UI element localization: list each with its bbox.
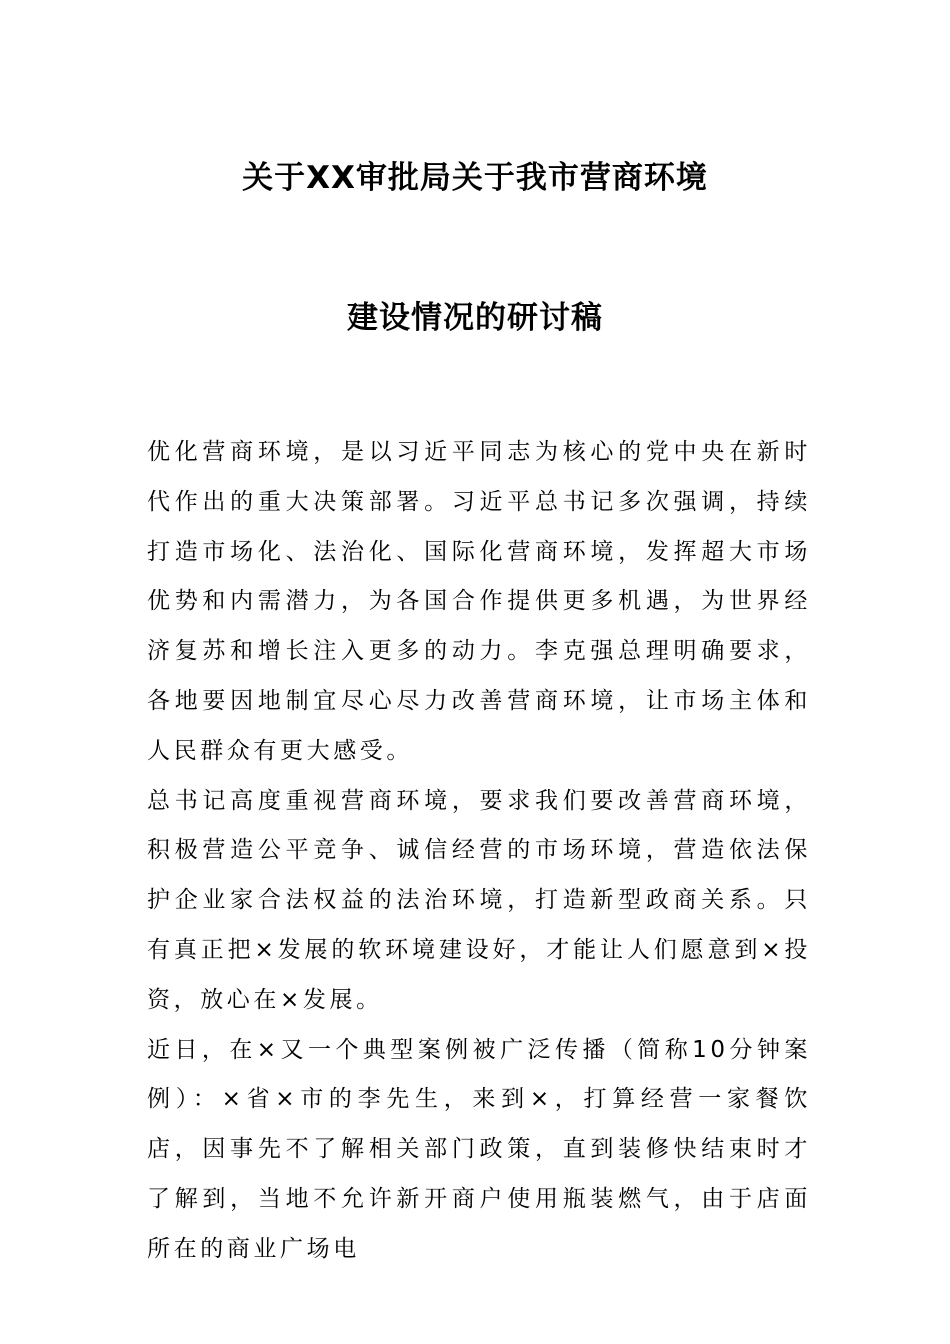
document-title-line-2: 建设情况的研讨稿	[347, 300, 603, 336]
paragraph-1: 优化营商环境，是以习近平同志为核心的党中央在新时代作出的重大决策部署。习近平总书记多次强调，持续打造市场化、法治化、国际化营商环境，发挥超大市场优势和内需潜力，为各国合作提供更多机遇，为世界经济复苏和增长注入更多的动力。李克强总理明确要求，各地要因地制宜尽心尽力改善营商环境，让市场主体和人民群众有更大感受。	[147, 439, 811, 764]
document-body	[147, 428, 811, 1275]
paragraph-2: 总书记高度重视营商环境，要求我们要改善营商环境，积极营造公平竞争、诚信经营的市场环境，营造依法保护企业家合法权益的法治环境，打造新型政商关系。只有真正把×发展的软环境建设好，才能让人们愿意到×投资，放心在×发展。	[147, 787, 811, 1013]
document-title-line-1: 关于XX审批局关于我市营商环境	[242, 160, 708, 196]
paragraph-3: 近日，在×又一个典型案例被广泛传播（简称10分钟案例）：×省×市的李先生，来到×，打算经营一家餐饮店，因事先不了解相关部门政策，直到装修快结束时才了解到，当地不允许新开商户使用瓶装燃气，由于店面所在的商业广场电	[147, 1036, 811, 1262]
